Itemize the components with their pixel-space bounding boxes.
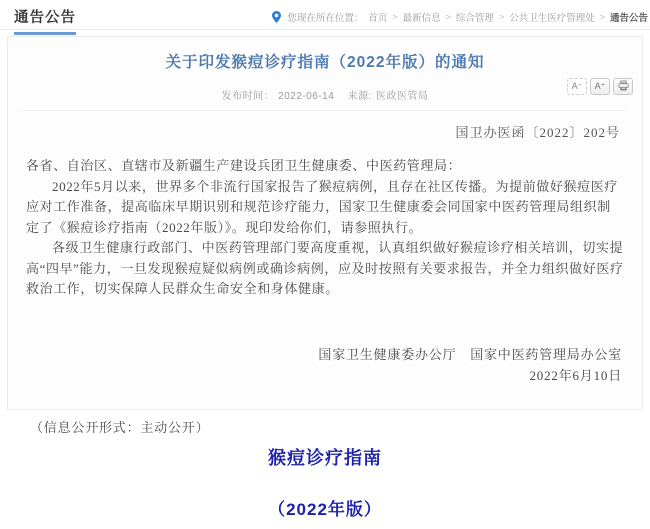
article-meta [8, 87, 642, 102]
article-body [26, 156, 624, 300]
section-title: 通告公告 [14, 6, 76, 35]
breadcrumb-separator: > [445, 12, 451, 22]
signature-date: 2022年6月10日 [529, 367, 622, 383]
breadcrumb-item-home[interactable]: 首页 [368, 13, 388, 24]
page-header [0, 0, 650, 30]
breadcrumb-item-general-admin[interactable]: 综合管理 [455, 13, 494, 24]
breadcrumb-item-notices[interactable]: 通告公告 [609, 13, 648, 24]
publish-time-value: 2022-06-14 [278, 91, 335, 102]
breadcrumb-location-label: 您现在所在位置： [287, 13, 364, 24]
font-decrease-button[interactable]: A⁻ [567, 78, 587, 95]
breadcrumb-item-public-health-dept[interactable]: 公共卫生医疗管理处 [509, 13, 595, 24]
disclosure-line: （信息公开形式：主动公开） [30, 419, 210, 435]
signature-organizations: 国家卫生健康委办公厅 国家中医药管理局办公室 [318, 346, 622, 362]
signature-block [8, 344, 642, 386]
breadcrumb-separator: > [392, 12, 398, 22]
document-number: 国卫办医函〔2022〕202号 [455, 125, 620, 140]
source-value: 医政医管局 [375, 91, 429, 102]
breadcrumb [272, 10, 648, 24]
salutation-line: 各省、自治区、直辖市及新疆生产建设兵团卫生健康委、中医药管理局： [26, 158, 462, 173]
attachment-title: 猴痘诊疗指南 [268, 448, 382, 468]
article-title: 关于印发猴痘诊疗指南（2022年版）的通知 [165, 54, 485, 71]
publish-time-label: 发布时间： [221, 91, 275, 102]
body-paragraph: 2022年5月以来，世界多个非流行国家报告了猴痘病例，且存在社区传播。为提前做好猴痘医疗应对工作准备，提高临床早期识别和规范诊疗能力，国家卫生健康委会同国家中医药管理局组织制定了《猴痘诊疗指南（2022年版）》。现印发给你们，请参照执行。 [26, 178, 618, 235]
notice-panel [7, 36, 643, 435]
location-pin-icon [272, 11, 281, 23]
breadcrumb-item-latest-news[interactable]: 最新信息 [402, 13, 441, 24]
meta-divider [22, 110, 628, 111]
attachment-subtitle: （2022年版） [268, 500, 382, 519]
breadcrumb-separator: > [599, 12, 605, 22]
print-button[interactable] [613, 78, 633, 95]
source-label: 来源: [347, 91, 372, 102]
font-increase-button[interactable]: A⁺ [590, 78, 610, 95]
printer-icon [618, 80, 629, 93]
article-toolbar [567, 78, 633, 95]
body-paragraph: 各级卫生健康行政部门、中医药管理部门要高度重视，认真组织做好猴痘诊疗相关培训，切实提高“四早”能力，一旦发现猴痘疑似病例或确诊病例，应及时按照有关要求报告，并全力组织做好医疗救治工作，切实保障人民群众生命安全和身体健康。 [26, 240, 624, 296]
breadcrumb-separator: > [498, 12, 505, 22]
